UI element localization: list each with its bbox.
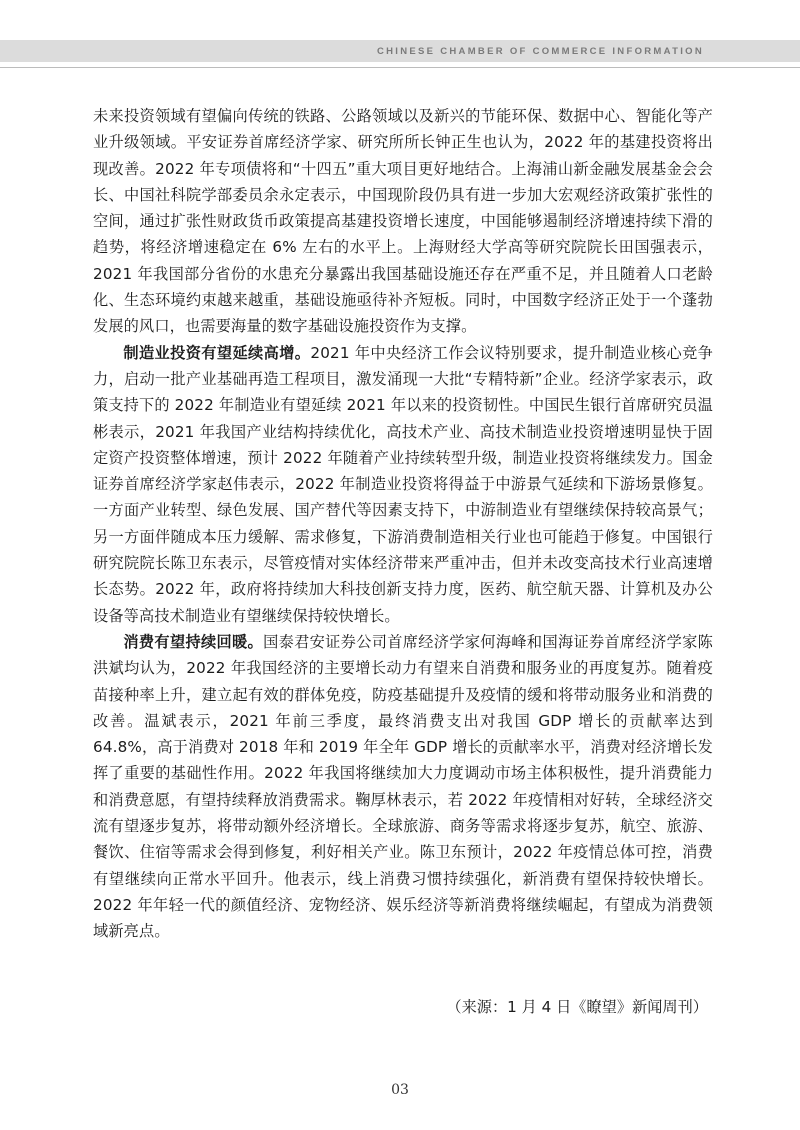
source-citation: （来源：1 月 4 日《瞭望》新闻周刊）	[446, 998, 708, 1016]
publication-title: CHINESE CHAMBER OF COMMERCE INFORMATION	[376, 46, 704, 57]
article-body	[93, 103, 713, 945]
paragraph-consumption	[93, 629, 713, 945]
paragraph-manufacturing	[93, 340, 713, 629]
page-number: 03	[391, 1082, 409, 1098]
paragraph-lead-consumption: 消费有望持续回暖。	[123, 632, 264, 651]
paragraph-body-consumption: 国泰君安证券公司首席经济学家何海峰和国海证券首席经济学家陈洪斌均认为，2022 年我国经济的主要增长动力有望来自消费和服务业的再度复苏。随着疫苗接种率上升，建立起有效的群体免疫，防疫基础提升及疫情的缓和将带动服务业和消费的改善。温斌表示，2021 年前三季度，最终消费支出对我国 GDP 增长的贡献率达到 64.8%，高于消费对 2018 年和 2019 年全年 GDP 增长的贡献率水平，消费对经济增长发挥了重要的基础性作用。2022 年我国将继续加大力度调动市场主体积极性，提升消费能力和消费意愿，有望持续释放消费需求。鞠厚林表示，若 2022 年疫情相对好转，全球经济交流有望逐步复苏，将带动额外经济增长。全球旅游、商务等需求将逐步复苏，航空、旅游、餐饮、住宿等需求会得到修复，利好相关产业。陈卫东预计，2022 年疫情总体可控，消费有望继续向正常水平回升。他表示，线上消费习惯持续强化，新消费有望保持较快增长。2022 年年轻一代的颜值经济、宠物经济、娱乐经济等新消费将继续崛起，有望成为消费领域新亮点。	[93, 632, 713, 941]
paragraph-infrastructure: 未来投资领域有望偏向传统的铁路、公路领域以及新兴的节能环保、数据中心、智能化等产业升级领域。平安证券首席经济学家、研究所所长钟正生也认为，2022 年的基建投资将出现改善。2022 年专项债将和“十四五”重大项目更好地结合。上海浦山新金融发展基金会会长、中国社科院学部委员余永定表示，中国现阶段仍具有进一步加大宏观经济政策扩张性的空间，通过扩张性财政货币政策提高基建投资增长速度，中国能够遏制经济增速持续下滑的趋势，将经济增速稳定在 6% 左右的水平上。上海财经大学高等研究院院长田国强表示，2021 年我国部分省份的水患充分暴露出我国基础设施还存在严重不足，并且随着人口老龄化、生态环境约束越来越重，基础设施亟待补齐短板。同时，中国数字经济正处于一个蓬勃发展的风口，也需要海量的数字基础设施投资作为支撑。	[93, 107, 713, 336]
paragraph-body-manufacturing: 2021 年中央经济工作会议特别要求，提升制造业核心竞争力，启动一批产业基础再造工程项目，激发涌现一大批“专精特新”企业。经济学家表示，政策支持下的 2022 年制造业有望延续 2021 年以来的投资韧性。中国民生银行首席研究员温彬表示，2021 年我国产业结构持续优化，高技术产业、高技术制造业投资增速明显快于固定资产投资整体增速，预计 2022 年随着产业持续转型升级，制造业投资将继续发力。国金证券首席经济学家赵伟表示，2022 年制造业投资将得益于中游景气延续和下游场景修复。一方面产业转型、绿色发展、国产替代等因素支持下，中游制造业有望继续保持较高景气；另一方面伴随成本压力缓解、需求修复，下游消费制造相关行业也可能趋于修复。中国银行研究院院长陈卫东表示，尽管疫情对实体经济带来严重冲击，但并未改变高技术行业高速增长态势。2022 年，政府将持续加大科技创新支持力度，医药、航空航天器、计算机及办公设备等高技术制造业有望继续保持较快增长。	[93, 343, 713, 625]
header-divider	[0, 67, 800, 68]
paragraph-lead-manufacturing: 制造业投资有望延续高增。	[123, 343, 311, 362]
